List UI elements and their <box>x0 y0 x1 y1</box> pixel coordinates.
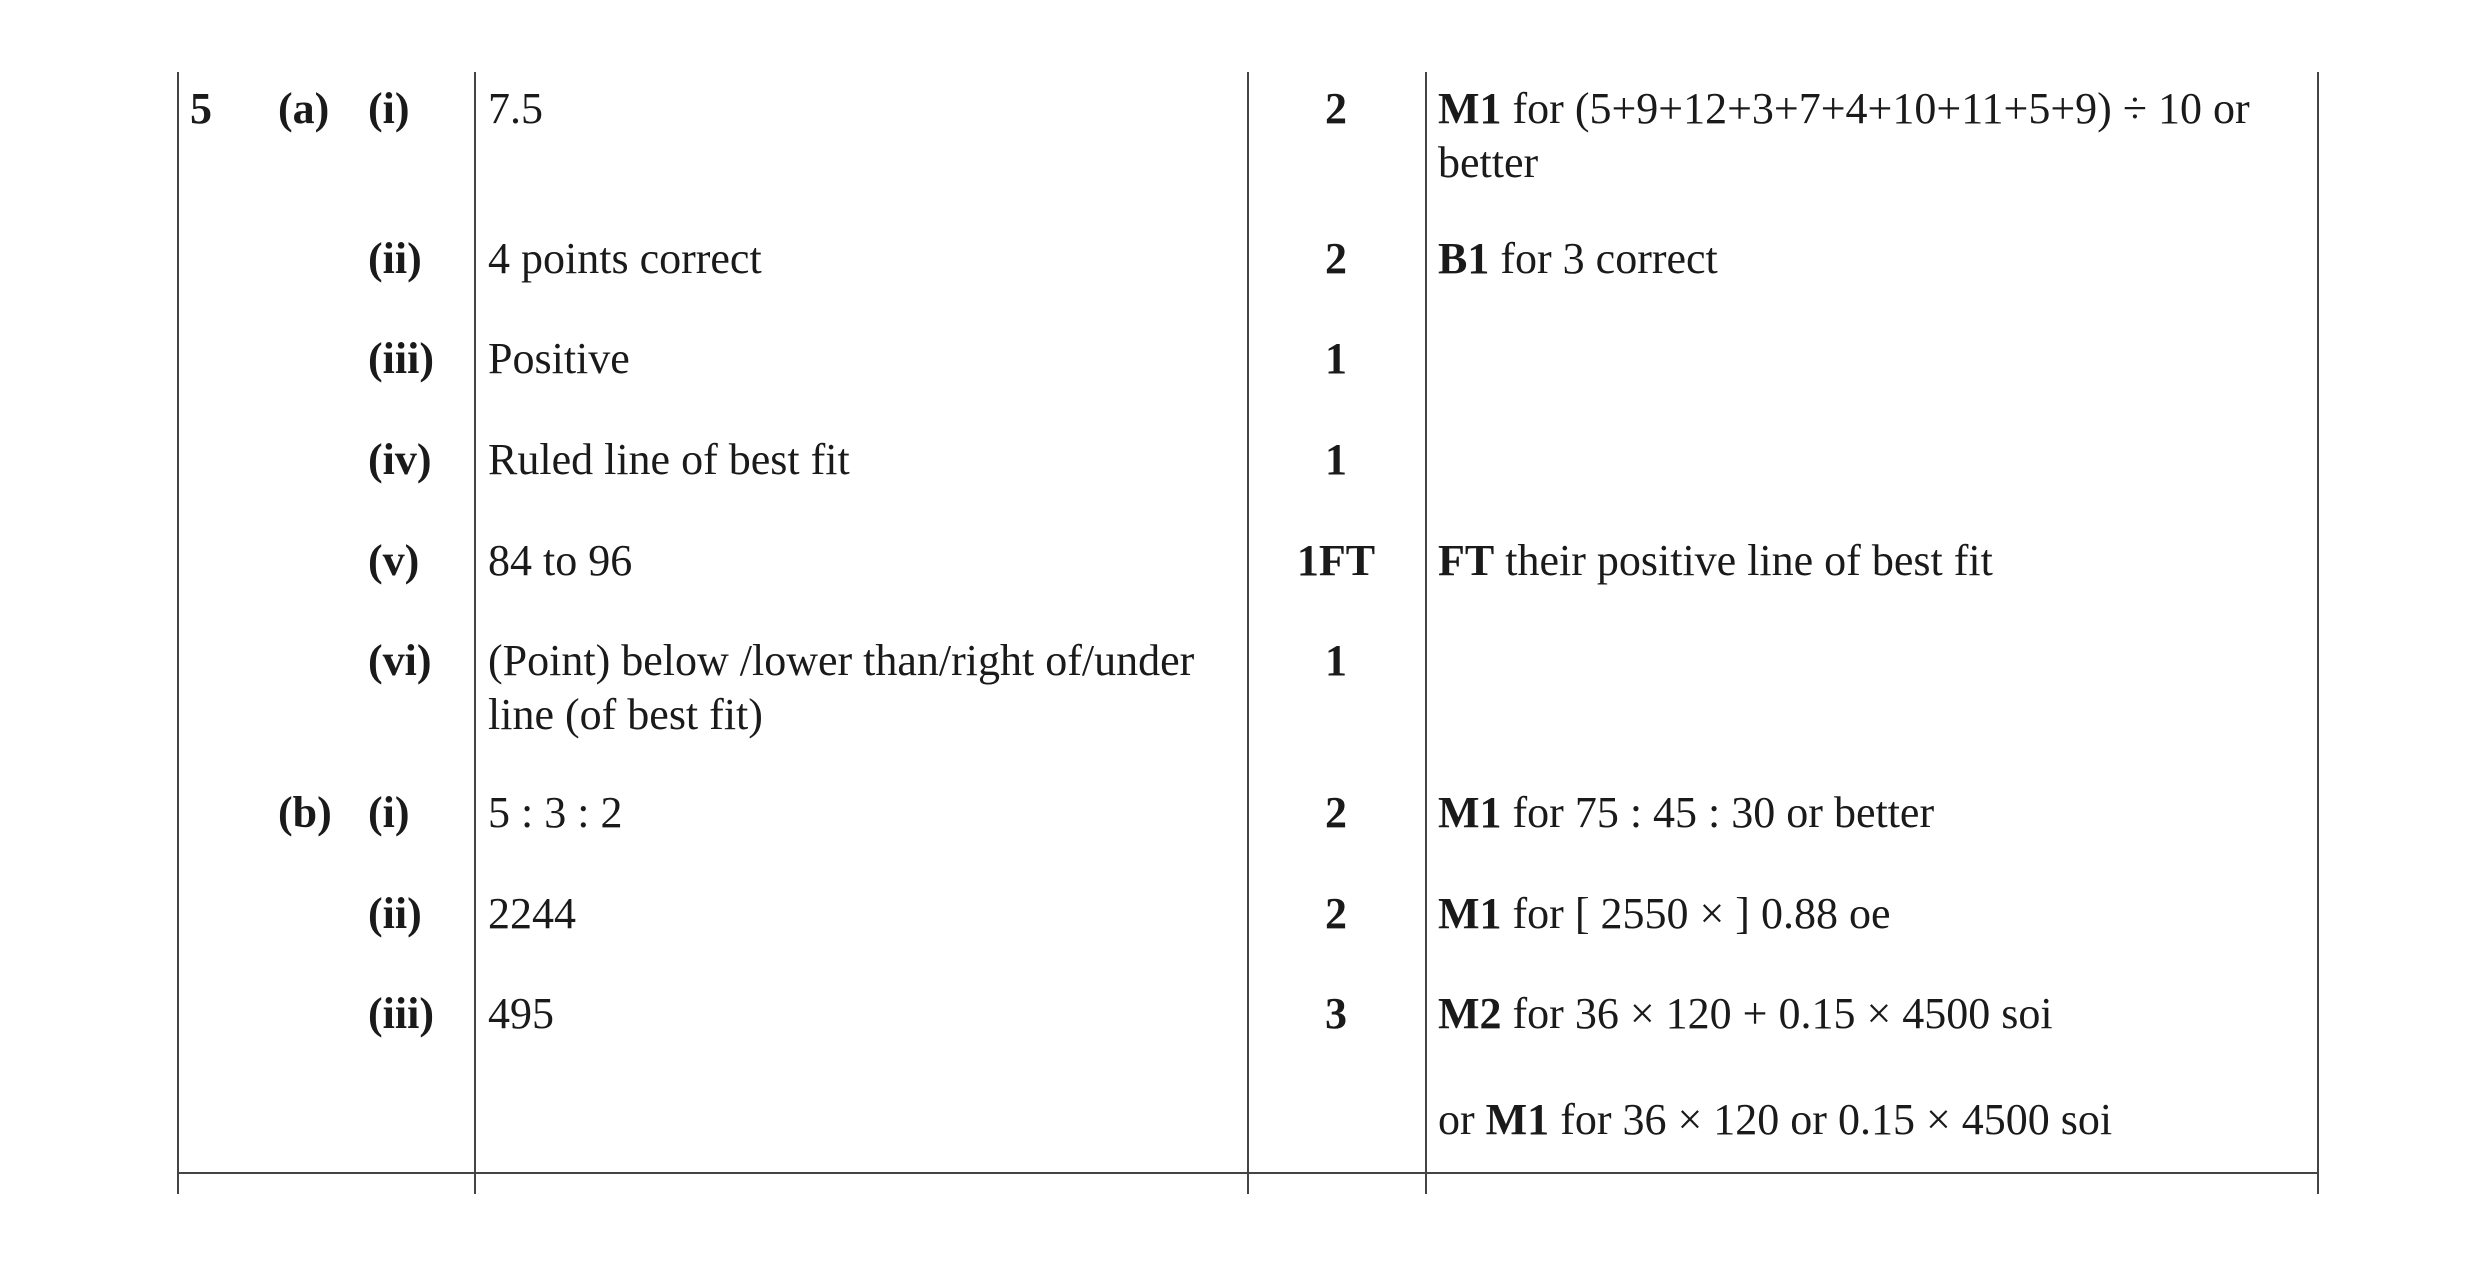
alternative-guidance <box>1438 1093 2112 1147</box>
guidance-code: M1 <box>1438 889 1502 938</box>
guidance-text: for 75 : 45 : 30 or better <box>1501 788 1935 837</box>
guidance-code: M1 <box>1485 1095 1550 1144</box>
marks: 1 <box>1325 435 1347 484</box>
subpart-label: (i) <box>368 84 410 133</box>
answer: 2244 <box>488 889 576 938</box>
guidance-text: their positive line of best fit <box>1494 536 1993 585</box>
answer: 84 to 96 <box>488 536 633 585</box>
marks: 1 <box>1325 334 1347 383</box>
table-border-left <box>177 72 179 1194</box>
guidance-text: for 36 × 120 or 0.15 × 4500 soi <box>1549 1095 2113 1144</box>
subpart-label: (iii) <box>368 334 434 383</box>
guidance-text: for 36 × 120 + 0.15 × 4500 soi <box>1501 989 2053 1038</box>
subpart-label: (ii) <box>368 234 422 283</box>
guidance <box>1438 82 2308 190</box>
guidance-code: B1 <box>1438 234 1490 283</box>
marks: 1FT <box>1296 536 1376 585</box>
question-number: 5 <box>190 84 212 133</box>
answer: 7.5 <box>488 84 543 133</box>
subpart-label: (i) <box>368 788 410 837</box>
marks: 2 <box>1325 84 1347 133</box>
guidance-text: for 3 correct <box>1489 234 1718 283</box>
answer: (Point) below /lower than/right of/under line (of best fit) <box>488 636 1195 739</box>
table-bottom-border <box>177 1172 2319 1174</box>
part-label: (b) <box>278 788 332 837</box>
guidance-code: M1 <box>1438 788 1502 837</box>
column-divider-guidance <box>1425 72 1427 1194</box>
marks: 2 <box>1325 234 1347 283</box>
marks: 1 <box>1325 636 1347 685</box>
guidance <box>1438 887 1890 941</box>
guidance-code: FT <box>1438 536 1495 585</box>
column-divider-marks <box>1247 72 1249 1194</box>
marks: 2 <box>1325 889 1347 938</box>
answer: 4 points correct <box>488 234 762 283</box>
subpart-label: (iv) <box>368 435 432 484</box>
answer: 5 : 3 : 2 <box>488 788 623 837</box>
guidance-code: M2 <box>1438 989 1502 1038</box>
guidance-code: M1 <box>1438 84 1502 133</box>
table-border-right <box>2317 72 2319 1194</box>
guidance-text: for [ 2550 × ] 0.88 oe <box>1501 889 1891 938</box>
guidance <box>1438 534 1993 588</box>
subpart-label: (ii) <box>368 889 422 938</box>
subpart-label: (vi) <box>368 636 432 685</box>
marks: 3 <box>1325 989 1347 1038</box>
guidance-text: or <box>1438 1095 1486 1144</box>
subpart-label: (v) <box>368 536 420 585</box>
guidance <box>1438 987 2053 1041</box>
column-divider-answer <box>474 72 476 1194</box>
marks: 2 <box>1325 788 1347 837</box>
subpart-label: (iii) <box>368 989 434 1038</box>
answer: 495 <box>488 989 554 1038</box>
answer: Positive <box>488 334 630 383</box>
guidance <box>1438 786 1934 840</box>
guidance-text: for (5+9+12+3+7+4+10+11+5+9) ÷ 10 or better <box>1438 84 2250 187</box>
part-label: (a) <box>278 84 330 133</box>
guidance <box>1438 232 1718 286</box>
answer: Ruled line of best fit <box>488 435 850 484</box>
